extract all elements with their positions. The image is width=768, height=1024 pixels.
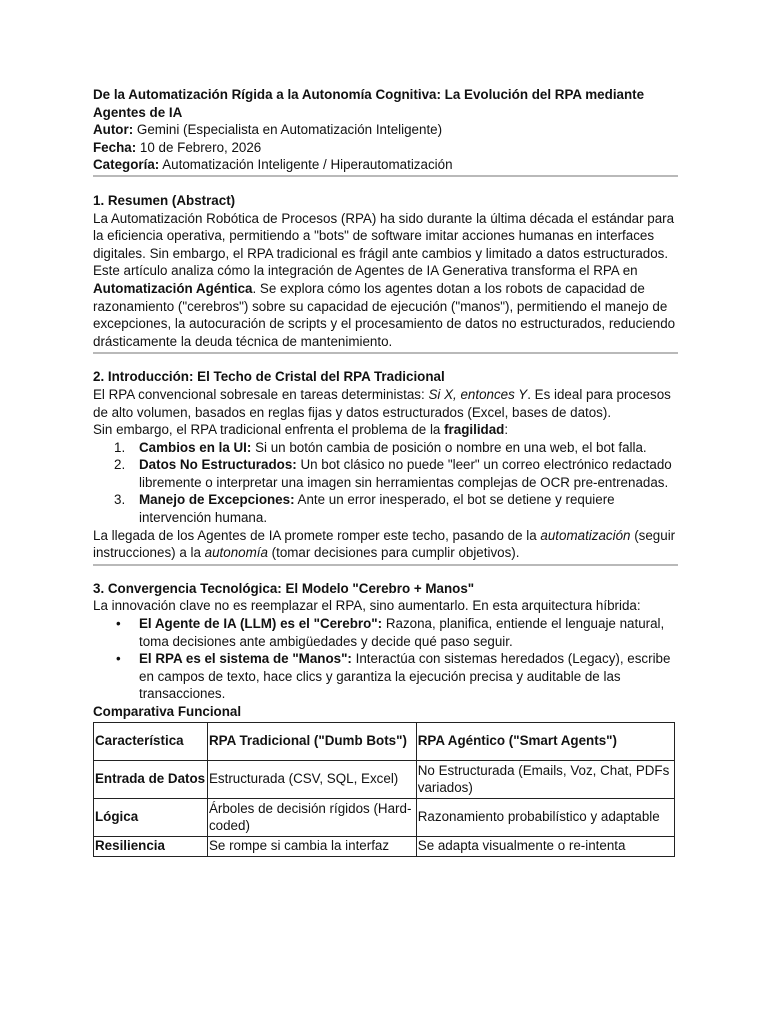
list-item-title: Datos No Estructurados: [139,457,297,473]
intro-text: La llegada de los Agentes de IA promete romper este techo, pasando de la [93,527,541,543]
table-cell: Resiliencia [94,836,208,856]
list-item-text: Razona, planifica, entiende el lenguaje natural, toma decisiones ante ambigüedades y decide qué paso seguir. [139,616,665,649]
list-item [93,439,678,457]
intro-paragraph-1 [93,386,678,421]
numbered-list [93,439,678,527]
list-number: 1. [114,439,126,455]
table-header-cell: Característica [94,722,208,760]
table-title: Comparativa Funcional [93,704,242,719]
meta-label: Autor: [93,122,134,138]
list-item [93,456,678,491]
abstract-text: La Automatización Robótica de Procesos (RPA) ha sido durante la última década el estándar para la eficiencia operativa, permitiendo a "bots" de software imitar acciones humanas en interfaces digitales. Sin embargo, el RPA tradicional es frágil ante cambios y limitado a datos estructurados. Este artículo analiza cómo la integración de Agentes de IA Generativa transforma el RPA en [93,210,675,279]
intro-paragraph-3 [93,527,678,562]
abstract-text-end: . Se explora cómo los agentes dotan a los robots de capacidad de razonamiento ("cerebros") sobre su capacidad de ejecución ("manos"), permitiendo el manejo de excepciones, la autocuración de scripts y el procesamiento de datos no estructurados, reduciendo drásticamente la deuda técnica de mantenimiento. [93,280,676,349]
list-item-text: Interactúa con sistemas heredados (Legacy), escribe en campos de texto, hace clics y garantiza la ejecución precisa y auditable de las transacciones. [139,651,671,702]
section-divider [93,564,678,566]
abstract-emphasis: Automatización Agéntica [93,280,253,296]
meta-value: Automatización Inteligente / Hiperautomatización [162,157,453,173]
section-heading-convergence: 3. Convergencia Tecnológica: El Modelo "Cerebro + Manos" [93,580,475,596]
list-item-title: El Agente de IA (LLM) es el "Cerebro": [139,616,383,632]
meta-category [93,156,678,174]
table-cell: Se rompe si cambia la interfaz [207,836,416,856]
list-item-title: El RPA es el sistema de "Manos": [139,651,352,667]
meta-date [93,139,678,157]
document-title: De la Automatización Rígida a la Autonomía Cognitiva: La Evolución del RPA mediante Agentes de IA [93,87,645,120]
table-header-row [94,722,675,760]
meta-author [93,121,678,139]
abstract-paragraph [93,210,678,351]
table-cell: Árboles de decisión rígidos (Hard-coded) [207,798,416,836]
intro-text: El RPA convencional sobresale en tareas deterministas: [93,386,429,402]
meta-value: Gemini (Especialista en Automatización Inteligente) [136,122,443,138]
meta-label: Categoría: [93,157,160,173]
bullet-icon: • [116,616,121,632]
list-item [93,615,678,650]
intro-text: (seguir instrucciones) a la [93,527,676,561]
table-header-cell: RPA Tradicional ("Dumb Bots") [207,722,416,760]
section-heading-intro: 2. Introducción: El Techo de Cristal del RPA Tradicional [93,369,445,385]
list-number: 3. [114,492,126,508]
intro-text-end: . Es ideal para procesos de alto volumen, basados en reglas fijas y datos estructurados (Excel, bases de datos). [93,386,671,420]
list-item-title: Manejo de Excepciones: [139,492,295,508]
intro-emphasis: fragilidad [444,422,505,438]
table-cell: Se adapta visualmente o re-intenta [416,836,674,856]
intro-text: Sin embargo, el RPA tradicional enfrenta el problema de la [93,422,445,438]
meta-value: 10 de Febrero, 2026 [139,139,262,155]
list-item [93,491,678,526]
bullet-icon: • [116,651,121,667]
document-body [93,86,678,857]
meta-label: Fecha: [93,139,137,155]
list-item-text: Un bot clásico no puede "leer" un correo electrónico redactado libremente o interpretar una imagen sin herramientas complejas de OCR pre-entrenadas. [139,457,672,490]
intro-italic: automatización [540,527,631,543]
list-item [93,650,678,703]
table-cell: Estructurada (CSV, SQL, Excel) [207,760,416,798]
table-cell: Lógica [94,798,208,836]
section-divider [93,175,678,177]
list-item-text: Ante un error inesperado, el bot se detiene y requiere intervención humana. [139,492,615,526]
list-item-text: Si un botón cambia de posición o nombre en una web, el bot falla. [251,439,647,455]
section-divider [93,352,678,354]
table-row [94,760,675,798]
intro-paragraph-2 [93,421,678,439]
section-heading-abstract: 1. Resumen (Abstract) [93,192,236,208]
table-header-cell: RPA Agéntico ("Smart Agents") [416,722,674,760]
intro-italic: autonomía [204,545,268,561]
comparison-table [93,722,675,857]
list-number: 2. [114,457,126,473]
table-cell: Razonamiento probabilístico y adaptable [416,798,674,836]
table-cell: No Estructurada (Emails, Voz, Chat, PDFs variados) [416,760,674,798]
list-item-title: Cambios en la UI: [139,439,252,455]
intro-colon: : [504,422,509,438]
table-cell: Entrada de Datos [94,760,208,798]
table-row [94,836,675,856]
intro-italic: Si X, entonces Y [428,386,528,402]
intro-text-end: (tomar decisiones para cumplir objetivos). [267,545,520,561]
bullet-list [93,615,678,703]
table-row [94,798,675,836]
convergence-paragraph: La innovación clave no es reemplazar el RPA, sino aumentarlo. En esta arquitectura híbrida: [93,598,641,614]
